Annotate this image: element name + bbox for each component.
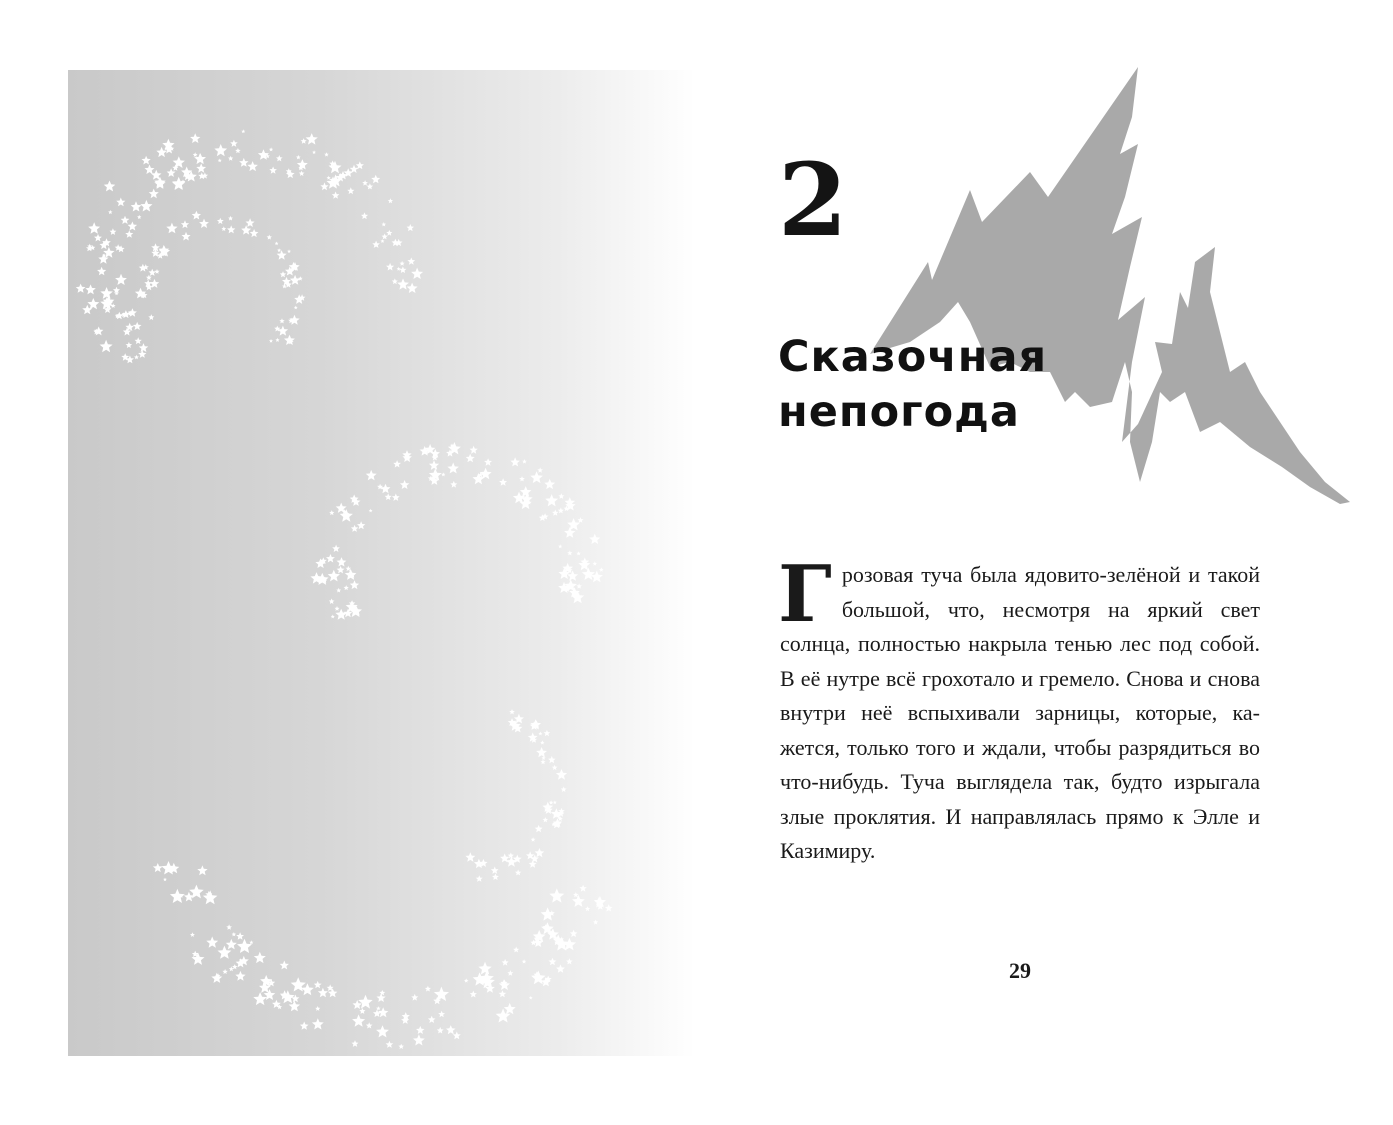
star-icon <box>76 284 86 293</box>
star-icon <box>312 150 316 154</box>
star-icon <box>326 554 335 563</box>
star-icon <box>217 218 224 224</box>
star-icon <box>434 987 449 1001</box>
star-icon <box>193 152 198 157</box>
star-icon <box>530 940 536 946</box>
star-icon <box>126 342 133 348</box>
star-icon <box>556 769 567 780</box>
star-icon <box>535 848 545 857</box>
star-icon <box>549 800 553 804</box>
star-icon <box>411 994 418 1001</box>
star-icon <box>299 171 305 176</box>
star-icon <box>352 1040 359 1047</box>
star-icon <box>170 889 185 903</box>
star-icon <box>366 1022 373 1028</box>
star-icon <box>230 140 238 147</box>
star-icon <box>446 1025 456 1034</box>
star-icon <box>401 1016 409 1024</box>
star-icon <box>153 863 163 872</box>
star-icon <box>593 561 598 565</box>
star-icon <box>502 959 509 966</box>
star-icon <box>552 765 558 770</box>
star-icon <box>306 133 318 145</box>
star-icon <box>579 885 586 892</box>
mountain-illustration <box>870 62 1360 532</box>
star-icon <box>155 269 160 274</box>
star-icon <box>465 852 475 862</box>
star-icon <box>278 326 289 336</box>
star-icon <box>397 278 409 289</box>
star-icon <box>377 993 386 1002</box>
star-icon <box>182 232 191 241</box>
star-icon <box>226 924 232 929</box>
star-icon <box>226 939 237 950</box>
star-icon <box>504 1003 516 1014</box>
star-icon <box>115 274 127 285</box>
star-icon <box>492 873 499 880</box>
star-icon <box>276 155 283 161</box>
star-icon <box>218 159 222 163</box>
star-icon <box>282 284 287 289</box>
star-icon <box>197 865 207 875</box>
star-icon <box>135 337 142 344</box>
star-icon <box>277 248 281 252</box>
star-icon <box>110 228 117 235</box>
star-icon <box>599 567 604 571</box>
star-icon <box>416 1026 425 1034</box>
star-icon <box>578 517 584 523</box>
star-icon <box>561 787 567 793</box>
star-icon <box>146 275 152 280</box>
star-icon <box>536 747 547 757</box>
star-icon <box>553 800 557 804</box>
star-icon <box>239 158 248 167</box>
star-icon <box>535 825 543 832</box>
star-icon <box>137 215 141 219</box>
star-icon <box>142 156 151 165</box>
star-icon <box>407 283 418 293</box>
star-icon <box>269 339 273 343</box>
star-icon <box>246 218 255 227</box>
star-icon <box>513 947 519 953</box>
star-icon <box>163 878 167 882</box>
star-icon <box>544 730 551 736</box>
star-icon <box>392 278 398 284</box>
star-icon <box>145 165 155 175</box>
star-icon <box>221 226 226 231</box>
star-icon <box>567 550 572 555</box>
star-icon <box>94 234 102 242</box>
star-icon <box>100 287 113 299</box>
star-icon <box>301 138 307 144</box>
star-icon <box>149 189 159 199</box>
star-icon <box>228 216 233 221</box>
chapter-body-text <box>778 549 1260 869</box>
star-icon <box>139 343 148 352</box>
star-icon <box>582 568 595 580</box>
star-icon <box>134 355 139 360</box>
star-icon <box>399 266 406 273</box>
star-icon <box>337 557 347 566</box>
star-icon <box>198 172 205 179</box>
star-icon <box>148 314 154 320</box>
star-icon <box>576 583 582 588</box>
star-icon <box>88 222 100 233</box>
star-icon <box>161 861 175 875</box>
star-icon <box>552 510 559 516</box>
star-icon <box>352 1014 365 1026</box>
star-icon <box>549 958 557 966</box>
star-icon <box>280 961 289 970</box>
star-icon <box>235 148 241 153</box>
star-icon <box>542 756 546 760</box>
star-icon <box>279 318 284 323</box>
star-icon <box>564 527 575 538</box>
star-icon <box>470 991 477 998</box>
star-icon <box>116 198 125 207</box>
star-icon <box>247 161 258 171</box>
star-icon <box>437 1027 444 1034</box>
star-icon <box>566 958 573 964</box>
star-icon <box>522 459 527 463</box>
star-icon <box>392 494 400 501</box>
star-icon <box>541 759 546 764</box>
star-icon <box>275 242 279 246</box>
star-icon <box>572 895 585 907</box>
star-icon <box>206 937 218 948</box>
star-icon <box>324 152 329 156</box>
star-icon <box>345 569 357 580</box>
star-icon <box>236 932 244 940</box>
star-icon <box>400 261 405 266</box>
star-icon <box>97 267 106 276</box>
body-paragraph: розовая туча была ядовито-зелёной и такой большой, что, несмотря на яркий свет солнца, полностью накрыла тенью лес под собой. В её нутре всё грохотало и гремело. Снова и снова внутри неё вспыхивали зарницы, которые, кажется, только того и ждали, чтобы разрядиться во что-нибудь. Туча выглядела так, будто изрыгала злые проклятия. И направлялась прямо к Элле и Казимиру. <box>780 562 1260 863</box>
star-icon <box>300 1022 309 1030</box>
star-icon <box>558 508 564 514</box>
star-icon <box>522 959 527 963</box>
star-icon <box>529 996 533 1000</box>
star-icon <box>376 1006 381 1010</box>
star-icon <box>199 219 209 228</box>
star-icon <box>269 147 273 151</box>
star-icon <box>190 932 195 937</box>
star-icon <box>380 990 386 996</box>
star-icon <box>269 167 277 174</box>
star-icon <box>576 551 580 555</box>
star-icon <box>453 1032 461 1040</box>
star-icon <box>314 981 322 988</box>
star-icon <box>538 732 542 736</box>
star-icon <box>361 212 368 219</box>
star-icon <box>556 964 565 972</box>
star-icon <box>605 904 613 911</box>
chapter-title: Сказочная непогода <box>778 332 1048 437</box>
star-icon <box>474 859 484 868</box>
drop-cap: Г <box>778 549 832 640</box>
star-icon <box>128 222 138 231</box>
star-icon <box>429 460 439 470</box>
star-icon <box>388 198 393 203</box>
star-icon <box>386 230 392 236</box>
star-icon <box>450 481 457 488</box>
star-icon <box>362 180 368 186</box>
star-icon <box>593 920 598 925</box>
star-icon <box>337 566 345 574</box>
star-icon <box>347 187 354 194</box>
star-icon <box>250 229 259 237</box>
star-icon <box>281 990 295 1003</box>
star-icon <box>329 599 335 605</box>
star-icon <box>548 756 556 763</box>
star-icon <box>400 480 409 489</box>
star-icon <box>267 235 272 240</box>
star-icon <box>222 969 227 974</box>
star-icon <box>447 463 459 474</box>
star-icon <box>315 1006 320 1011</box>
star-icon <box>133 322 142 330</box>
star-icon <box>484 458 492 466</box>
star-icon <box>287 249 291 253</box>
star-icon <box>413 1034 425 1045</box>
star-icon <box>371 175 380 184</box>
star-icon <box>369 509 373 513</box>
star-icon <box>499 478 507 486</box>
star-swirl-stars <box>68 70 695 1056</box>
star-icon <box>131 201 142 211</box>
star-icon <box>214 144 227 156</box>
star-icon <box>367 183 373 189</box>
star-icon <box>570 930 578 937</box>
star-icon <box>386 1041 394 1048</box>
star-icon <box>108 210 112 214</box>
star-icon <box>510 457 520 466</box>
star-icon <box>125 230 133 238</box>
star-icon <box>491 867 499 874</box>
star-icon <box>296 155 301 160</box>
star-icon <box>507 970 513 976</box>
star-icon <box>464 978 469 982</box>
star-icon <box>331 615 335 619</box>
star-icon <box>196 163 206 172</box>
star-icon <box>509 709 515 714</box>
star-icon <box>173 156 185 168</box>
star-icon <box>87 298 99 309</box>
star-icon <box>398 1044 404 1049</box>
star-icon <box>478 962 491 975</box>
star-icon <box>166 223 177 234</box>
star-icon <box>181 220 189 228</box>
star-icon <box>192 211 201 220</box>
star-icon <box>386 263 394 271</box>
star-icon <box>359 1008 365 1014</box>
star-icon <box>425 986 431 992</box>
star-icon <box>254 952 266 963</box>
star-icon <box>358 995 373 1009</box>
star-icon <box>328 570 340 582</box>
star-icon <box>332 545 340 552</box>
star-icon <box>249 940 253 944</box>
star-icon <box>407 224 414 231</box>
star-icon <box>332 192 340 199</box>
star-icon <box>351 525 358 532</box>
star-icon <box>294 306 298 310</box>
star-icon <box>519 476 525 481</box>
star-icon <box>275 338 279 342</box>
star-icon <box>318 988 328 998</box>
star-icon <box>237 939 252 953</box>
star-icon <box>190 133 200 143</box>
star-icon <box>336 588 341 593</box>
star-icon <box>344 585 349 590</box>
star-icon <box>438 1011 445 1017</box>
star-icon <box>540 740 544 744</box>
star-icon <box>104 181 116 192</box>
star-icon <box>382 234 388 240</box>
star-icon <box>544 479 555 489</box>
star-icon <box>357 521 365 529</box>
star-icon <box>376 1025 389 1037</box>
page-number: 29 <box>1009 958 1031 983</box>
star-icon <box>558 493 564 499</box>
star-icon <box>172 178 185 190</box>
star-icon <box>530 471 543 483</box>
star-swirl-illustration <box>68 70 695 1056</box>
star-icon <box>329 510 334 515</box>
star-icon <box>428 1016 436 1023</box>
star-icon <box>473 972 487 985</box>
star-icon <box>366 470 377 480</box>
star-icon <box>241 225 251 235</box>
star-icon <box>515 869 521 875</box>
star-icon <box>335 606 340 611</box>
star-icon <box>531 837 536 842</box>
star-icon <box>335 609 347 620</box>
star-icon <box>320 182 328 190</box>
star-icon <box>499 990 507 997</box>
star-icon <box>203 890 218 904</box>
star-icon <box>121 216 130 224</box>
star-icon <box>100 340 113 352</box>
star-icon <box>476 875 483 882</box>
star-icon <box>290 275 300 285</box>
star-icon <box>149 269 157 276</box>
star-icon <box>393 460 401 467</box>
star-icon <box>301 983 314 995</box>
star-icon <box>140 200 152 212</box>
star-icon <box>407 258 415 265</box>
star-icon <box>589 534 600 544</box>
star-icon <box>545 494 558 506</box>
star-icon <box>381 239 385 243</box>
star-icon <box>373 1009 381 1017</box>
star-icon <box>385 493 392 500</box>
star-icon <box>558 544 562 548</box>
star-icon <box>382 222 387 226</box>
star-icon <box>232 932 237 936</box>
star-icon <box>441 472 445 476</box>
star-icon <box>372 241 380 248</box>
star-icon <box>543 817 548 822</box>
star-icon <box>549 888 564 902</box>
star-icon <box>470 446 478 454</box>
star-icon <box>585 906 590 911</box>
star-icon <box>350 580 359 589</box>
star-icon <box>85 284 95 294</box>
star-icon <box>211 973 222 983</box>
star-icon <box>228 156 233 161</box>
star-icon <box>235 971 245 981</box>
star-icon <box>241 129 245 133</box>
star-icon <box>520 486 532 497</box>
star-icon <box>420 446 430 456</box>
star-icon <box>397 267 401 271</box>
star-icon <box>466 454 475 463</box>
star-icon <box>227 225 235 233</box>
star-icon <box>537 467 543 472</box>
star-icon <box>541 907 555 920</box>
star-icon <box>280 271 286 277</box>
chapter-number: 2 <box>778 141 848 259</box>
star-icon <box>411 268 423 279</box>
star-icon <box>229 966 234 971</box>
star-icon <box>380 484 390 494</box>
